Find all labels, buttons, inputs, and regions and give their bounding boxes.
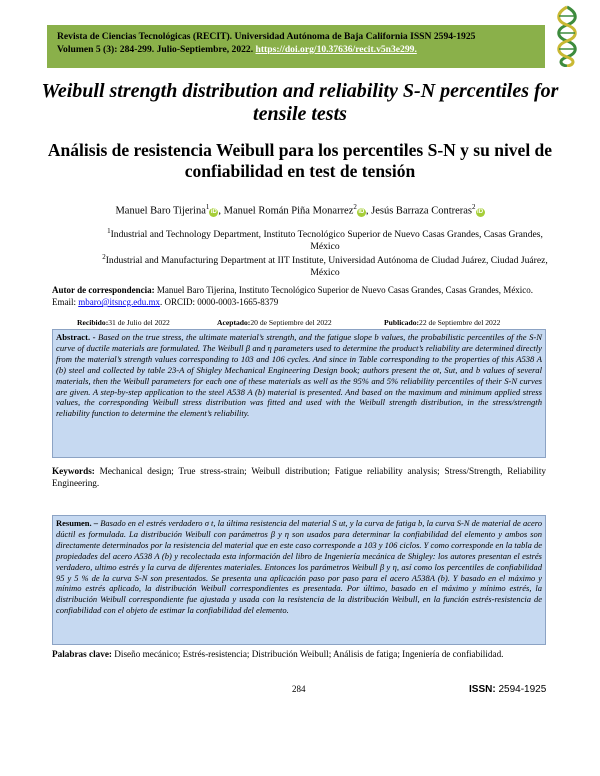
affiliation-mark: 2 — [102, 253, 106, 261]
journal-header-line1: Revista de Ciencias Tecnológicas (RECIT). Universidad Autónoma de Baja California ISSN 2594-1925 — [57, 31, 476, 42]
footer-issn — [469, 684, 546, 695]
email-link[interactable]: mbaro@itsncg.edu.mx — [78, 297, 161, 307]
affiliation-1 — [100, 225, 550, 253]
orcid-number: . ORCID: 0000-0003-1665-8379 — [160, 297, 279, 307]
published-label: Publicado: — [384, 318, 420, 327]
resumen-text: Basado en el estrés verdadero σ t, la última resistencia del material S ut, y la curva de fatiga b, la curva S-N de material de acero dúctil es formulada. La distribución Weibull con parámetros β y η son usados para determinar la confiabilidad del elemento y ambos son directamente determinados por la resistencia del material que en este caso corresponde a 103 y 106 ciclos. Y como corresponde en la tabla de propiedades del acero A538 A (b) y recolectada esta información del libro de Ingeniería mecánica de Shigley: los autores presentan el estrés verdadero, ultimo estrés y la curva de diferentes materiales. Entonces los parámetros Weibull β y η, así como los percentiles de confiabilidad 95 y 5 % de la curva S-N son presentados. Se presenta una aplicación paso por paso para el acero A538A (b). Y basado en el máximo y mínimo estrés aplicado, la distribución Weibull correspondientes es presentada. Por último, basado en el máximo y mínimo estrés, la distribución Weibull correspondiente fue ajustada y usada con la resistencia de la distribución Weibull, en la función estrés-resistencia de confiabilidad con el objeto de estimar la confiabilidad del elemento. — [56, 518, 542, 616]
published-value: 22 de Septiembre del 2022 — [419, 318, 501, 327]
orcid-icon[interactable]: iD — [210, 208, 217, 215]
received-label: Recibido: — [77, 318, 109, 327]
affiliation-mark: 1 — [107, 227, 111, 235]
palabras-clave — [52, 648, 546, 660]
issn-label: ISSN: — [469, 684, 496, 695]
keywords-text: Mechanical design; True stress-strain; Weibull distribution; Fatigue reliability analysis; Stress/Strength, Reliability Engineering. — [52, 466, 546, 488]
orcid-icon[interactable]: iD — [358, 208, 365, 215]
corresponding-text: Manuel Baro Tijerina, Instituto Tecnológico Superior de Nuevo Casas Grandes, Casas Grandes, México. Email: — [52, 285, 534, 307]
title-spanish: Análisis de resistencia Weibull para los percentiles S-N y su nivel de confiabilidad en test de tensión — [47, 140, 553, 181]
author-affiliation-mark: 1 — [205, 203, 210, 211]
accepted-date — [217, 318, 332, 327]
resumen-box — [52, 515, 546, 645]
published-date — [384, 318, 501, 327]
title-english: Weibull strength distribution and reliability S-N percentiles for tensile tests — [41, 80, 559, 125]
received-value: 31 de Julio del 2022 — [108, 318, 170, 327]
corresponding-label: Autor de correspondencia: — [52, 285, 155, 295]
affiliation-text: Industrial and Manufacturing Department at IIT Institute, Universidad Autónoma de Ciudad Juárez, Ciudad Juárez, México — [105, 255, 548, 279]
author-name: , Jesús Barraza Contreras — [365, 205, 473, 217]
abstract-label: Abstract. - — [56, 332, 96, 342]
author-affiliation-mark: 2 — [353, 203, 357, 211]
page-number: 284 — [292, 684, 306, 694]
journal-volume: Volumen 5 (3): 284-299. Julio-Septiembre, 2022. — [57, 43, 256, 55]
journal-header-line2 — [57, 44, 537, 57]
author-affiliation-mark: 2 — [472, 203, 476, 211]
author-list — [30, 203, 570, 217]
journal-header — [57, 31, 537, 56]
resumen-label: Resumen. – — [56, 518, 99, 528]
corresponding-author — [52, 284, 549, 308]
abstract-box — [52, 329, 546, 458]
orcid-icon[interactable]: iD — [477, 208, 484, 215]
keywords — [52, 465, 546, 489]
palabras-clave-label: Palabras clave: — [52, 649, 112, 659]
palabras-clave-text: Diseño mecánico; Estrés-resistencia; Distribución Weibull; Análisis de fatiga; Ingeniería de confiabilidad. — [111, 649, 504, 659]
journal-logo-icon — [548, 5, 586, 67]
affiliation-2 — [100, 251, 550, 279]
keywords-label: Keywords: — [52, 466, 95, 476]
issn-value: 2594-1925 — [495, 684, 547, 695]
author-name: Manuel Baro Tijerina — [115, 205, 206, 217]
abstract-text: Based on the true stress, the ultimate material’s strength, and the fatigue slope b values, the probabilistic percentiles of the S-N curve of ductile materials are formulated. The Weibull β and η parameters used to determine the product’s reliability are determined directly from the material’s strength values corresponding to 103 and 106 cycles. And since in Table corresponding to the properties of this A538 A (b) steel and collected by table 23-A of Shigley Mechanical Engineering Design book; authors present the σt, Sut, and b values of several materials, then the Weibull parameters for each one of these materials as well as the 95% and 5% reliability percentiles of their S-N curves are given. A step-by-step application to the steel A538 A (b) material is presented. And based on the maximum and minimum applied stress values, the corresponding Weibull stress distribution was fitted and used with the Weibull strength distribution, in the stress/strength reliability function to determine the element’s reliability. — [56, 332, 542, 419]
accepted-label: Aceptado: — [217, 318, 251, 327]
affiliation-text: Industrial and Technology Department, Instituto Tecnológico Superior de Nuevo Casas Grandes, Casas Grandes, México — [110, 229, 543, 253]
author-name: , Manuel Román Piña Monarrez — [218, 205, 354, 217]
accepted-value: 20 de Septiembre del 2022 — [250, 318, 332, 327]
doi-link[interactable]: https://doi.org/10.37636/recit.v5n3e299. — [255, 43, 417, 55]
received-date — [77, 318, 170, 327]
